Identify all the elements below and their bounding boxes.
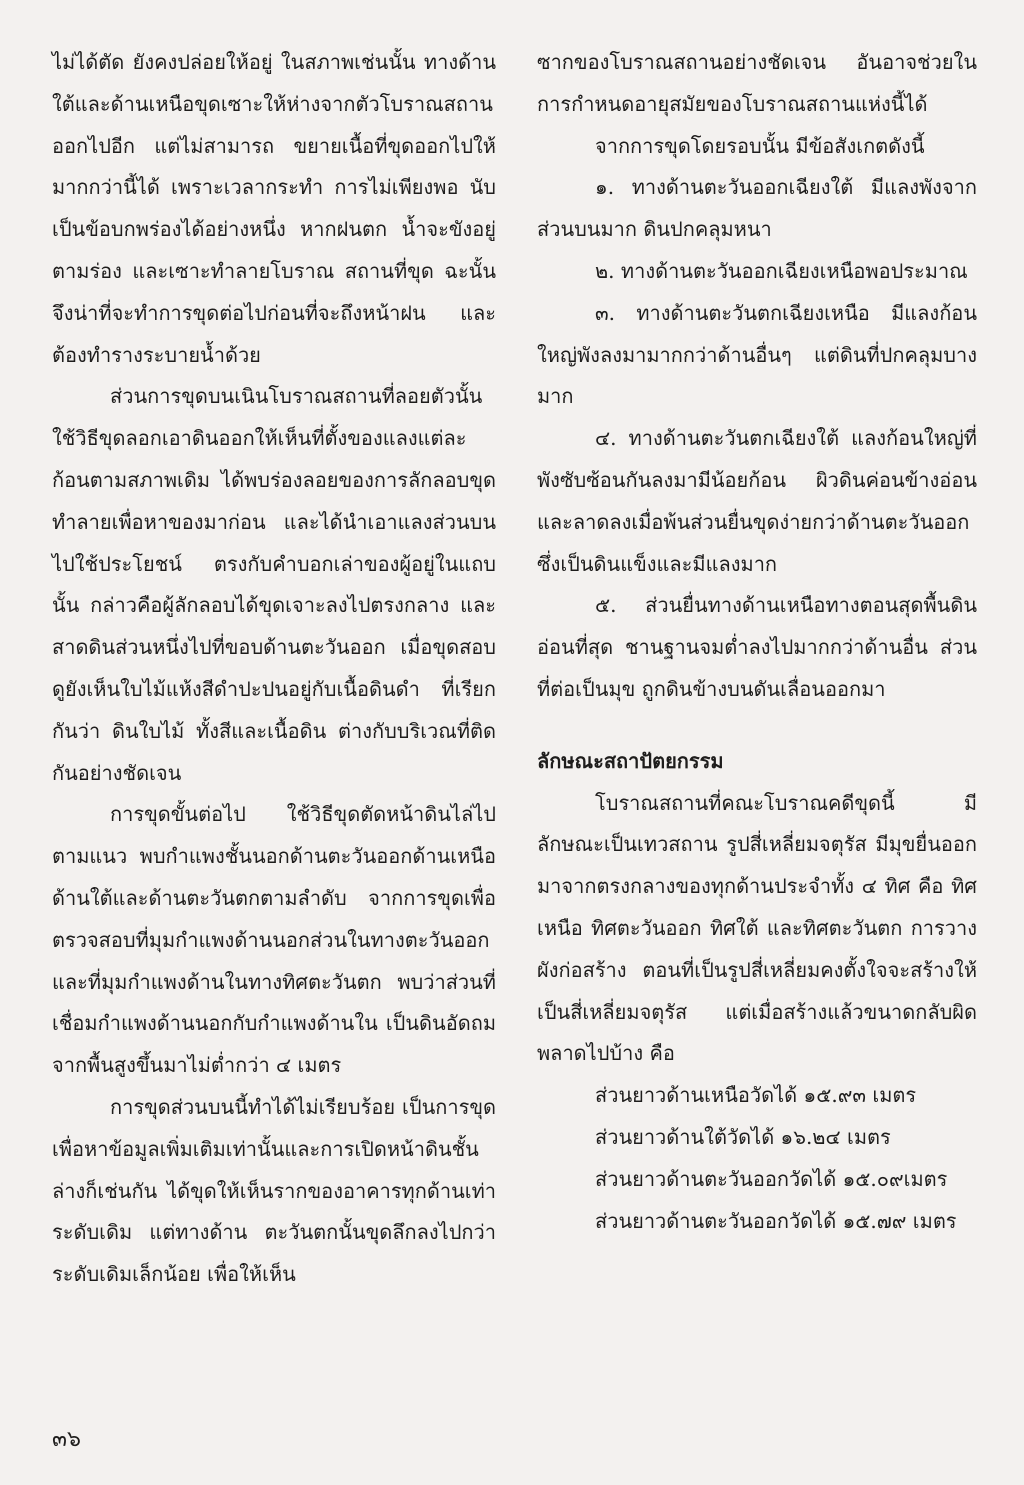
paragraph-r8: โบราณสถานที่คณะโบราณคดีขุดนี้ มีลักษณะเป็นเทวสถาน รูปสี่เหลี่ยมจตุรัส มีมุขยื่นออกมาจากตรงกลางของทุกด้านประจำทั้ง ๔ ทิศ คือ ทิศเหนือ ทิศตะวันออก ทิศใต้ และทิศตะวันตก การวางผังก่อสร้าง ตอนที่เป็นรูปสี่เหลี่ยมคงตั้งใจจะสร้างให้เป็นสี่เหลี่ยมจตุรัส แต่เมื่อสร้างแล้วขนาดกลับผิดพลาดไปบ้าง คือ bbox=[537, 790, 977, 1066]
measurement-north: ส่วนยาวด้านเหนือวัดได้ ๑๕.๙๓ เมตร bbox=[595, 1083, 917, 1108]
left-column bbox=[52, 42, 496, 1296]
paragraph-r2: จากการขุดโดยรอบนั้น มีข้อสังเกตดังนี้ bbox=[595, 133, 925, 158]
list-item-3: ๓. ทางด้านตะวันตกเฉียงเหนือ มีแลงก้อนใหญ่พังลงมามากกว่าด้านอื่นๆ แต่ดินที่ปกคลุมบางมาก bbox=[537, 300, 977, 409]
measurement-south: ส่วนยาวด้านใต้วัดได้ ๑๖.๒๔ เมตร bbox=[595, 1124, 891, 1149]
paragraph-4: การขุดส่วนบนนี้ทำได้ไม่เรียบร้อย เป็นการขุดเพื่อหาข้อมูลเพิ่มเติมเท่านั้นและการเปิดหน้าดินชั้นล่างก็เช่นกัน ได้ขุดให้เห็นรากของอาคารทุกด้านเท่าระดับเดิม แต่ทางด้าน ตะวันตกนั้นขุดลึกลงไปกว่าระดับเดิมเล็กน้อย เพื่อให้เห็น bbox=[52, 1094, 496, 1287]
paragraph-r1: ซากของโบราณสถานอย่างชัดเจน อันอาจช่วยในการกำหนดอายุสมัยของโบราณสถานแห่งนี้ได้ bbox=[537, 50, 977, 116]
list-item-5: ๕. ส่วนยื่นทางด้านเหนือทางตอนสุดพื้นดินอ่อนที่สุด ชานฐานจมต่ำลงไปมากกว่าด้านอื่น ส่วนที่ต่อเป็นมุข ถูกดินข้างบนดันเลื่อนออกมา bbox=[537, 593, 977, 701]
paragraph-1: ไม่ได้ตัด ยังคงปล่อยให้อยู่ ในสภาพเช่นนั้น ทางด้านใต้และด้านเหนือขุดเซาะให้ห่างจากตัวโบราณสถาน ออกไปอีก แต่ไม่สามารถ ขยายเนื้อที่ขุดออกไปให้มากกว่านี้ได้ เพราะเวลากระทำ การไม่เพียงพอ นับเป็นข้อบกพร่องได้อย่างหนึ่ง หากฝนตก น้ำจะขังอยู่ตามร่อง และเซาะทำลายโบราณ สถานที่ขุด ฉะนั้น จึงน่าที่จะทำการขุดต่อไปก่อนที่จะถึงหน้าฝน และต้องทำรางระบายน้ำด้วย bbox=[52, 50, 496, 367]
paragraph-2: ส่วนการขุดบนเนินโบราณสถานที่ลอยตัวนั้น ใช้วิธีขุดลอกเอาดินออกให้เห็นที่ตั้งของแลงแต่ละก้อนตามสภาพเดิม ได้พบร่องลอยของการลักลอบขุดทำลายเพื่อหาของมาก่อน และได้นำเอาแลงส่วนบนไปใช้ประโยชน์ ตรงกับคำบอกเล่าของผู้อยู่ในแถบนั้น กล่าวคือผู้ลักลอบได้ขุดเจาะลงไปตรงกลาง และสาดดินส่วนหนึ่งไปที่ขอบด้านตะวันออก เมื่อขุดสอบดูยังเห็นใบไม้แห้งสีดำปะปนอยู่กับเนื้อดินดำ ที่เรียกกันว่า ดินใบไม้ ทั้งสีและเนื้อดิน ต่างกับบริเวณที่ติดกันอย่างชัดเจน bbox=[52, 384, 496, 785]
list-item-2: ๒. ทางด้านตะวันออกเฉียงเหนือพอประมาณ bbox=[595, 258, 968, 283]
right-column bbox=[537, 42, 977, 1242]
list-item-1: ๑. ทางด้านตะวันออกเฉียงใต้ มีแลงพังจากส่วนบนมาก ดินปกคลุมหนา bbox=[537, 175, 977, 242]
measurement-east-2: ส่วนยาวด้านตะวันออกวัดได้ ๑๕.๗๙ เมตร bbox=[595, 1208, 957, 1233]
list-item-4: ๔. ทางด้านตะวันตกเฉียงใต้ แลงก้อนใหญ่ที่พังซับซ้อนกันลงมามีน้อยก้อน ผิวดินค่อนข้างอ่อน และลาดลงเมื่อพ้นส่วนยื่นขุดง่ายกว่าด้านตะวันออกซึ่งเป็นดินแข็งและมีแลงมาก bbox=[537, 426, 977, 576]
section-heading: ลักษณะสถาปัตยกรรม bbox=[537, 748, 724, 773]
page-number: ๓๖ bbox=[52, 1427, 82, 1452]
measurement-east-1: ส่วนยาวด้านตะวันออกวัดได้ ๑๕.๐๙เมตร bbox=[595, 1166, 948, 1191]
paragraph-3: การขุดขั้นต่อไป ใช้วิธีขุดตัดหน้าดินไล่ไปตามแนว พบกำแพงชั้นนอกด้านตะวันออกด้านเหนือด้านใต้และด้านตะวันตกตามลำดับ จากการขุดเพื่อตรวจสอบที่มุมกำแพงด้านนอกส่วนในทางตะวันออก และที่มุมกำแพงด้านในทางทิศตะวันตก พบว่าส่วนที่เชื่อมกำแพงด้านนอกกับกำแพงด้านใน เป็นดินอัดถมจากพื้นสูงขึ้นมาไม่ต่ำกว่า ๔ เมตร bbox=[52, 802, 496, 1078]
